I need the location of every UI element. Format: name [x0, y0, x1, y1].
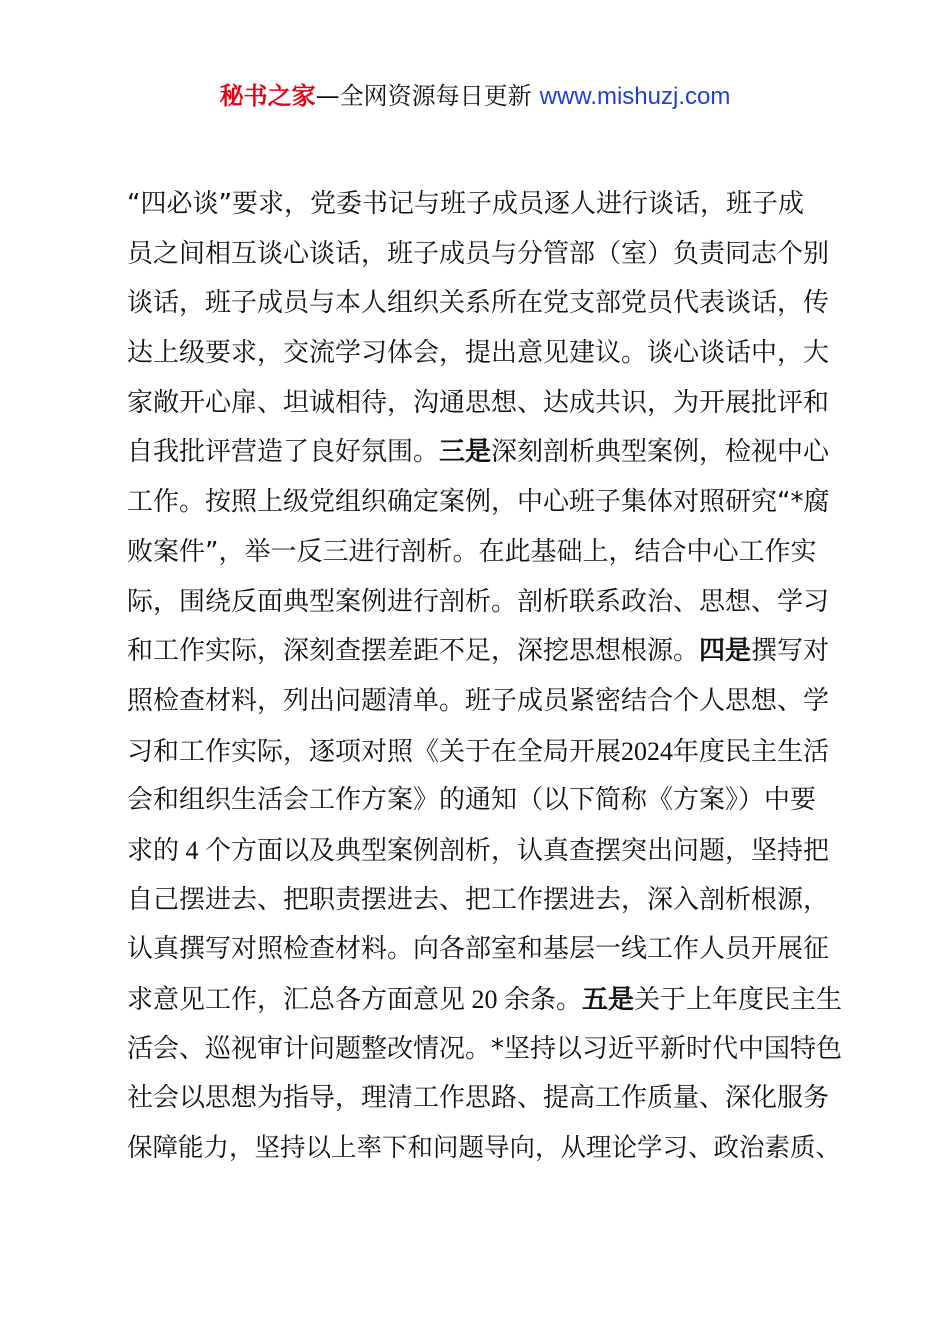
line-text: “四必谈”要求，党委书记与班子成员逐人进行谈话，班子成 — [127, 189, 804, 219]
line-text: 关于上年度民主生 — [634, 985, 843, 1015]
line-text: 保障能力，坚持以上率下和问题导向，从理论学习、政治素质、 — [127, 1133, 842, 1164]
line-text: 和工作实际，深刻查摆差距不足，深挖思想根源。 — [127, 636, 700, 667]
text-line — [127, 1025, 843, 1075]
text-line — [127, 727, 837, 777]
line-text: 社会以思想为指导，理清工作思路、提高工作质量、深化服务 — [127, 1083, 830, 1114]
line-text: 习和工作实际，逐项对照《关于在全局开展 — [127, 736, 622, 767]
line-text: 撰写对 — [751, 636, 830, 667]
line-text: 认真撰写对照检查材料。向各部室和基层一线工作人员开展征 — [127, 934, 830, 965]
header-tagline: —全网资源每日更新 — [315, 82, 532, 110]
text-line — [127, 478, 837, 528]
line-text: 谈话，班子成员与本人组织关系所在党支部党员代表谈话，传 — [127, 288, 830, 319]
line-text: 余条。 — [504, 985, 583, 1015]
emphasis-text: 五是 — [582, 985, 635, 1015]
text-line — [127, 876, 837, 926]
line-text: 个方面以及典型案例剖析，认真查摆突出问题，坚持把 — [205, 835, 830, 866]
line-text: 达上级要求，交流学习体会，提出意见建议。谈心谈话中，大 — [127, 338, 830, 369]
text-line — [127, 776, 837, 826]
text-line — [127, 578, 837, 628]
emphasis-text: 四是 — [699, 636, 752, 667]
line-text: 自己摆进去、把职责摆进去、把工作摆进去，深入剖析根源， — [127, 884, 830, 915]
text-line — [127, 677, 837, 727]
line-text: 自我批评营造了良好氛围。 — [127, 437, 440, 468]
line-text: 败案件”，举一反三进行剖析。在此基础上，结合中心工作实 — [127, 536, 817, 567]
line-text: 照检查材料，列出问题清单。班子成员紧密结合个人思想、学 — [127, 685, 830, 716]
document-body — [127, 180, 843, 1174]
page-header — [0, 80, 950, 113]
emphasis-text: 三是 — [439, 437, 492, 468]
line-text: 活会、巡视审计问题整改情况。*坚持以习近平新时代中国特色 — [127, 1033, 843, 1064]
text-line — [127, 925, 837, 975]
line-text: 年度民主生活 — [673, 736, 830, 767]
line-text: 员之间相互谈心谈话，班子成员与分管部（室）负责同志个别 — [127, 238, 830, 269]
line-text: 求意见工作，汇总各方面意见 — [127, 985, 466, 1015]
text-line — [127, 528, 837, 578]
line-text: 4 — [179, 835, 206, 865]
text-line — [127, 627, 837, 677]
text-line — [127, 379, 837, 429]
line-text: 会和组织生活会工作方案》的通知（以下简称《方案》）中要 — [127, 785, 817, 816]
text-line — [127, 975, 843, 1025]
line-text: 20 — [465, 985, 505, 1014]
text-line — [127, 329, 837, 379]
text-line — [127, 1124, 842, 1174]
line-text: 深刻剖析典型案例，检视中心 — [491, 437, 830, 468]
text-line — [127, 180, 837, 230]
text-line — [127, 826, 837, 876]
text-line — [127, 428, 837, 478]
line-text: 2024 — [621, 736, 674, 766]
text-line — [127, 230, 837, 280]
text-line — [127, 279, 837, 329]
text-line — [127, 1074, 837, 1124]
line-text: 求的 — [127, 835, 180, 866]
brand-name: 秘书之家 — [219, 82, 316, 110]
line-text: 家敞开心扉、坦诚相待，沟通思想、达成共识，为开展批评和 — [127, 387, 830, 418]
line-text: 工作。按照上级党组织确定案例，中心班子集体对照研究“*腐 — [127, 487, 830, 518]
site-url-link[interactable]: www.mishuzj.com — [539, 83, 731, 110]
line-text: 际，围绕反面典型案例进行剖析。剖析联系政治、思想、学习 — [127, 586, 830, 617]
